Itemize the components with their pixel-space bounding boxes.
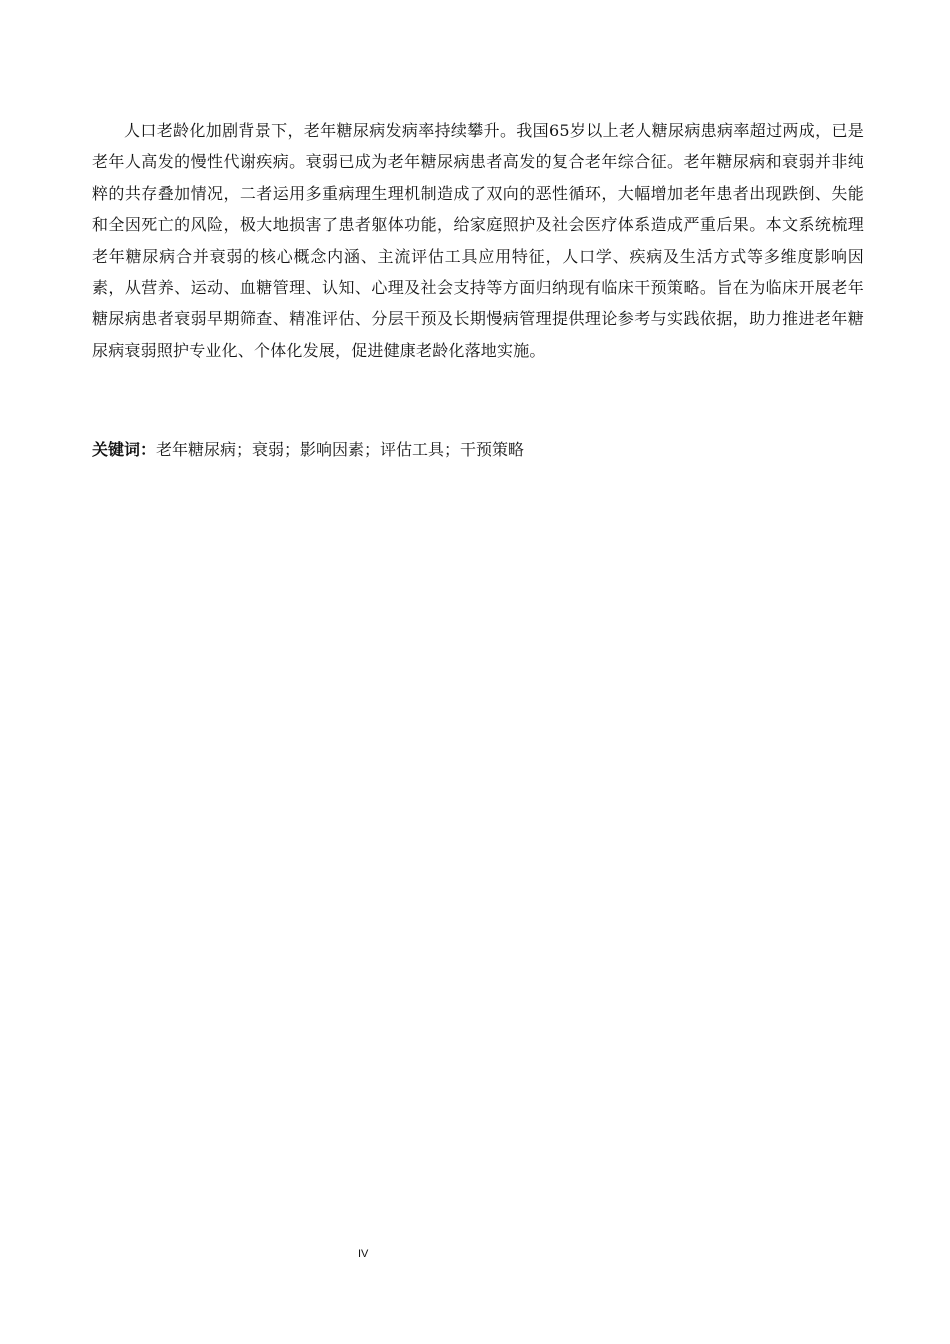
keywords-value: 老年糖尿病；衰弱；影响因素；评估工具；干预策略 bbox=[156, 440, 525, 459]
page-number: IV bbox=[358, 1248, 369, 1260]
keywords-label: 关键词： bbox=[92, 440, 157, 459]
abstract-paragraph: 人口老龄化加剧背景下，老年糖尿病发病率持续攀升。我国65岁以上老人糖尿病患病率超过两成，已是老年人高发的慢性代谢疾病。衰弱已成为老年糖尿病患者高发的复合老年综合征。老年糖尿病和衰弱并非纯粹的共存叠加情况，二者运用多重病理生理机制造成了双向的恶性循环，大幅增加老年患者出现跌倒、失能和全因死亡的风险，极大地损害了患者躯体功能，给家庭照护及社会医疗体系造成严重后果。本文系统梳理老年糖尿病合并衰弱的核心概念内涵、主流评估工具应用特征，人口学、疾病及生活方式等多维度影响因素，从营养、运动、血糖管理、认知、心理及社会支持等方面归纳现有临床干预策略。旨在为临床开展老年糖尿病患者衰弱早期筛查、精准评估、分层干预及长期慢病管理提供理论参考与实践依据，助力推进老年糖尿病衰弱照护专业化、个体化发展，促进健康老龄化落地实施。 bbox=[92, 121, 864, 360]
keywords-line bbox=[92, 436, 864, 464]
